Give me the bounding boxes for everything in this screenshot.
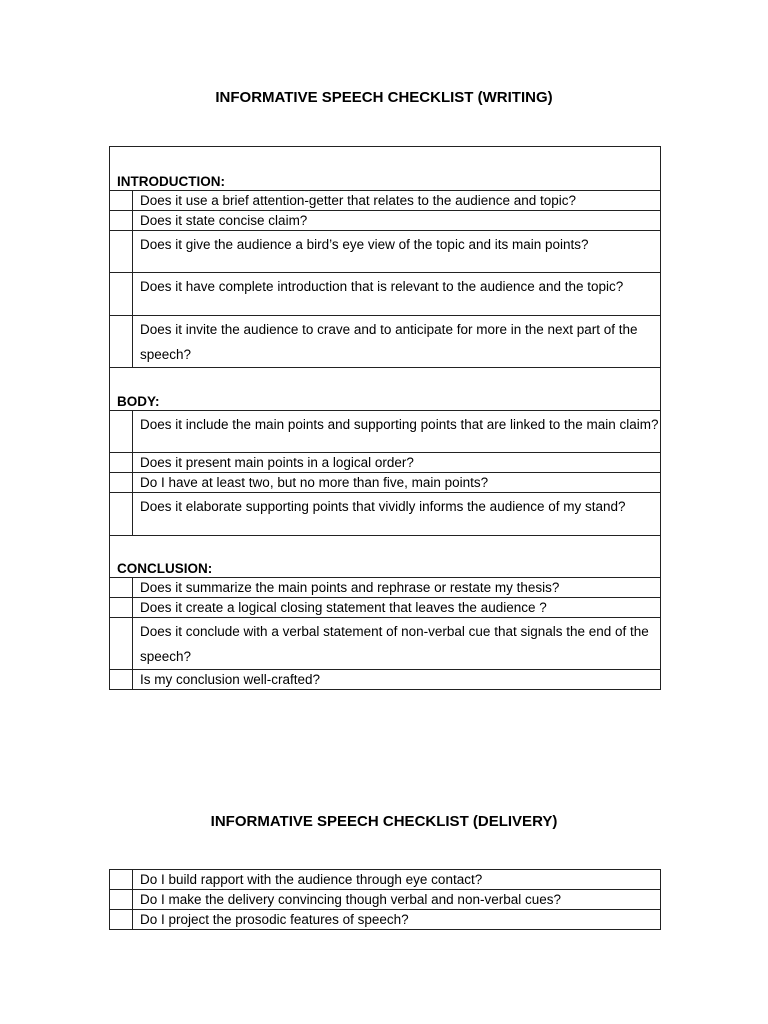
section-row-conclusion <box>110 536 661 578</box>
checkbox[interactable] <box>110 211 133 231</box>
checkbox[interactable] <box>110 316 133 368</box>
checklist-item: Do I make the delivery convincing though verbal and non-verbal cues? <box>133 890 661 910</box>
checkbox[interactable] <box>110 273 133 316</box>
checklist-row <box>110 493 661 536</box>
checklist-item: Does it use a brief attention-getter that relates to the audience and topic? <box>133 191 661 211</box>
checklist-row <box>110 670 661 690</box>
checklist-item: Does it state concise claim? <box>133 211 661 231</box>
checklist-row <box>110 316 661 368</box>
checkbox[interactable] <box>110 453 133 473</box>
checklist-row <box>110 870 661 890</box>
checkbox[interactable] <box>110 411 133 453</box>
checkbox[interactable] <box>110 598 133 618</box>
checklist-row <box>110 910 661 930</box>
checklist-row <box>110 578 661 598</box>
checklist-row <box>110 618 661 670</box>
checkbox[interactable] <box>110 493 133 536</box>
checkbox[interactable] <box>110 578 133 598</box>
checklist-item: Do I project the prosodic features of speech? <box>133 910 661 930</box>
checklist-row <box>110 598 661 618</box>
checklist-item: Does it create a logical closing statement that leaves the audience ? <box>133 598 661 618</box>
checkbox[interactable] <box>110 618 133 670</box>
section-row-body <box>110 368 661 411</box>
checklist-item: Does it invite the audience to crave and to anticipate for more in the next part of the speech? <box>133 316 661 368</box>
delivery-checklist-table <box>109 869 661 930</box>
delivery-checklist-title: INFORMATIVE SPEECH CHECKLIST (DELIVERY) <box>210 813 558 830</box>
checklist-item: Does it elaborate supporting points that vividly informs the audience of my stand? <box>133 493 661 536</box>
checklist-item: Does it give the audience a bird’s eye view of the topic and its main points? <box>133 231 661 273</box>
section-row-introduction <box>110 147 661 191</box>
checklist-row <box>110 890 661 910</box>
checkbox[interactable] <box>110 890 133 910</box>
checklist-row <box>110 231 661 273</box>
checkbox[interactable] <box>110 910 133 930</box>
section-heading: BODY: <box>110 368 661 411</box>
checklist-item: Does it present main points in a logical order? <box>133 453 661 473</box>
checklist-row <box>110 453 661 473</box>
checklist-item: Is my conclusion well-crafted? <box>133 670 661 690</box>
checklist-row <box>110 191 661 211</box>
checklist-row <box>110 211 661 231</box>
checklist-row <box>110 273 661 316</box>
checklist-item: Does it have complete introduction that is relevant to the audience and the topic? <box>133 273 661 316</box>
checkbox[interactable] <box>110 670 133 690</box>
checkbox[interactable] <box>110 473 133 493</box>
checklist-item: Does it include the main points and supporting points that are linked to the main claim? <box>133 411 661 453</box>
checklist-item: Do I have at least two, but no more than five, main points? <box>133 473 661 493</box>
checklist-item: Does it conclude with a verbal statement of non-verbal cue that signals the end of the speech? <box>133 618 661 670</box>
checkbox[interactable] <box>110 191 133 211</box>
writing-checklist-title: INFORMATIVE SPEECH CHECKLIST (WRITING) <box>215 89 553 106</box>
writing-checklist-table <box>109 146 661 690</box>
section-heading: CONCLUSION: <box>110 536 661 578</box>
checkbox[interactable] <box>110 231 133 273</box>
checklist-row <box>110 411 661 453</box>
checklist-item: Does it summarize the main points and rephrase or restate my thesis? <box>133 578 661 598</box>
checklist-item: Do I build rapport with the audience through eye contact? <box>133 870 661 890</box>
section-heading: INTRODUCTION: <box>110 147 661 191</box>
checklist-row <box>110 473 661 493</box>
checkbox[interactable] <box>110 870 133 890</box>
